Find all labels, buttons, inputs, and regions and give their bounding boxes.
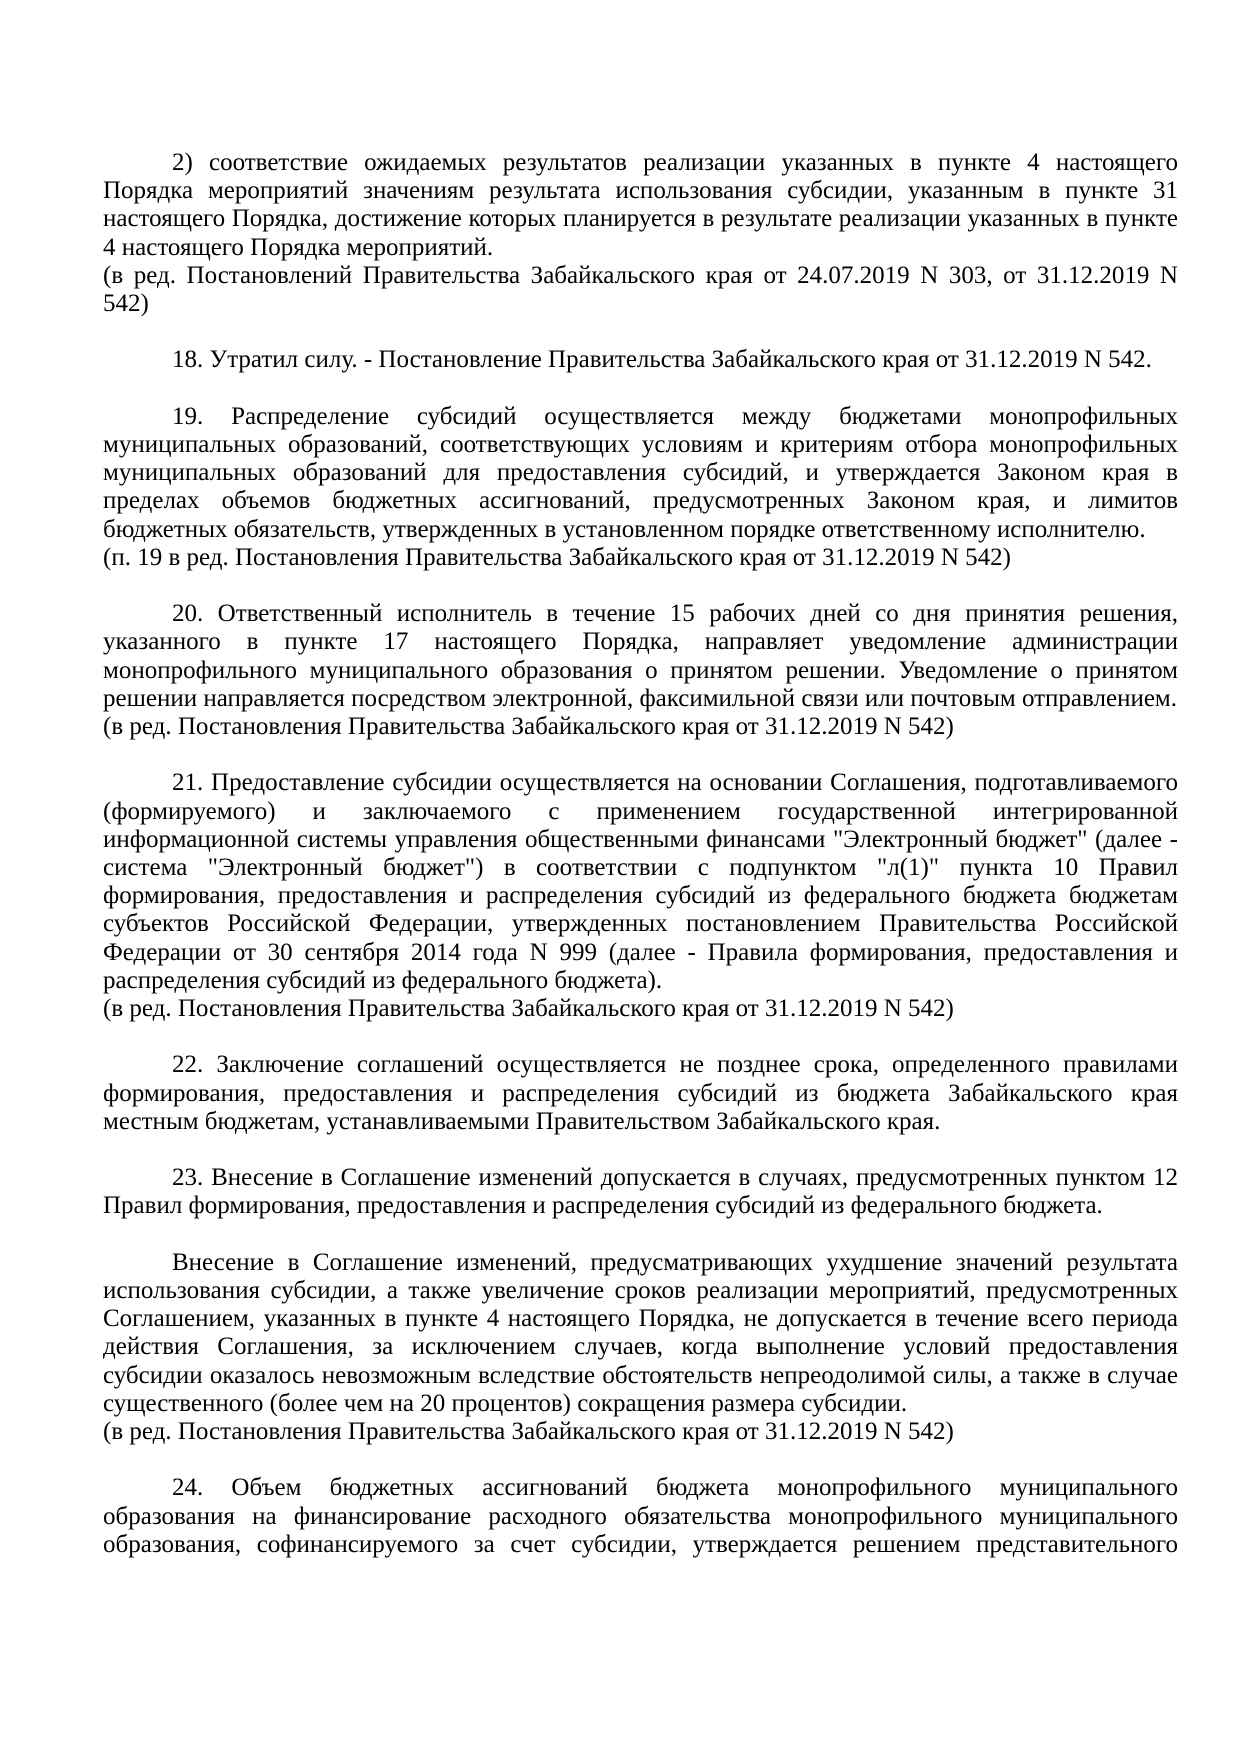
amendment-note-clause-19: (п. 19 в ред. Постановления Правительства Забайкальского края от 31.12.2019 N 542)	[103, 543, 1011, 571]
clause-23: 23. Внесение в Соглашение изменений допускается в случаях, предусмотренных пунктом 12 Правил формирования, предоставления и распределения субсидий из федерального бюджета.	[103, 1164, 1178, 1220]
clause-19: 19. Распределение субсидий осуществляется между бюджетами монопрофильных муниципальных образований, соответствующих условиям и критериям отбора монопрофильных муниципальных образований для предоставления субсидий, и утверждается Законом края в пределах объемов бюджетных ассигнований, предусмотренных Законом края, и лимитов бюджетных обязательств, утвержденных в установленном порядке ответственному исполнителю.	[103, 402, 1178, 543]
amendment-note-clause-23: (в ред. Постановления Правительства Забайкальского края от 31.12.2019 N 542)	[103, 1418, 954, 1446]
clause-18: 18. Утратил силу. - Постановление Правительства Забайкальского края от 31.12.2019 N 542.	[172, 346, 1152, 374]
clause-23-continuation: Внесение в Соглашение изменений, предусматривающих ухудшение значений результата использования субсидии, а также увеличение сроков реализации мероприятий, предусмотренных Соглашением, указанных в пункте 4 настоящего Порядка, не допускается в течение всего периода действия Соглашения, за исключением случаев, когда выполнение условий предоставления субсидии оказалось невозможным вследствие обстоятельств непреодолимой силы, а также в случае существенного (более чем на 20 процентов) сокращения размера субсидии.	[103, 1248, 1178, 1417]
clause-22: 22. Заключение соглашений осуществляется не позднее срока, определенного правилами формирования, предоставления и распределения субсидий из бюджета Забайкальского края местным бюджетам, устанавливаемыми Правительством Забайкальского края.	[103, 1051, 1178, 1135]
clause-21: 21. Предоставление субсидии осуществляется на основании Соглашения, подготавливаемого (формируемого) и заключаемого с применением государственной интегрированной информационной системы управления общественными финансами "Электронный бюджет" (далее - система "Электронный бюджет") в соответствии с подпунктом "л(1)" пункта 10 Правил формирования, предоставления и распределения субсидий из федерального бюджета бюджетам субъектов Российской Федерации, утвержденных постановлением Правительства Российской Федерации от 30 сентября 2014 года N 999 (далее - Правила формирования, предоставления и распределения субсидий из федерального бюджета).	[103, 769, 1178, 994]
amendment-note-clause-20: (в ред. Постановления Правительства Забайкальского края от 31.12.2019 N 542)	[103, 713, 954, 741]
clause-24: 24. Объем бюджетных ассигнований бюджета монопрофильного муниципального образования на финансирование расходного обязательства монопрофильного муниципального образования, софинансируемого за счет субсидии, утверждается решением представительного	[103, 1474, 1178, 1558]
amendment-note-clause-21: (в ред. Постановления Правительства Забайкальского края от 31.12.2019 N 542)	[103, 995, 954, 1023]
amendment-note-clause-2: (в ред. Постановлений Правительства Забайкальского края от 24.07.2019 N 303, от 31.12.2019 N 542)	[103, 261, 1178, 318]
clause-20: 20. Ответственный исполнитель в течение 15 рабочих дней со дня принятия решения, указанного в пункте 17 настоящего Порядка, направляет уведомление администрации монопрофильного муниципального образования о принятом решении. Уведомление о принятом решении направляется посредством электронной, факсимильной связи или почтовым отправлением.	[103, 600, 1178, 712]
clause-2-subitem: 2) соответствие ожидаемых результатов реализации указанных в пункте 4 настоящего Порядка мероприятий значениям результата использования субсидии, указанным в пункте 31 настоящего Порядка, достижение которых планируется в результате реализации указанных в пункте 4 настоящего Порядка мероприятий.	[103, 149, 1178, 261]
document-text	[103, 149, 1178, 1559]
